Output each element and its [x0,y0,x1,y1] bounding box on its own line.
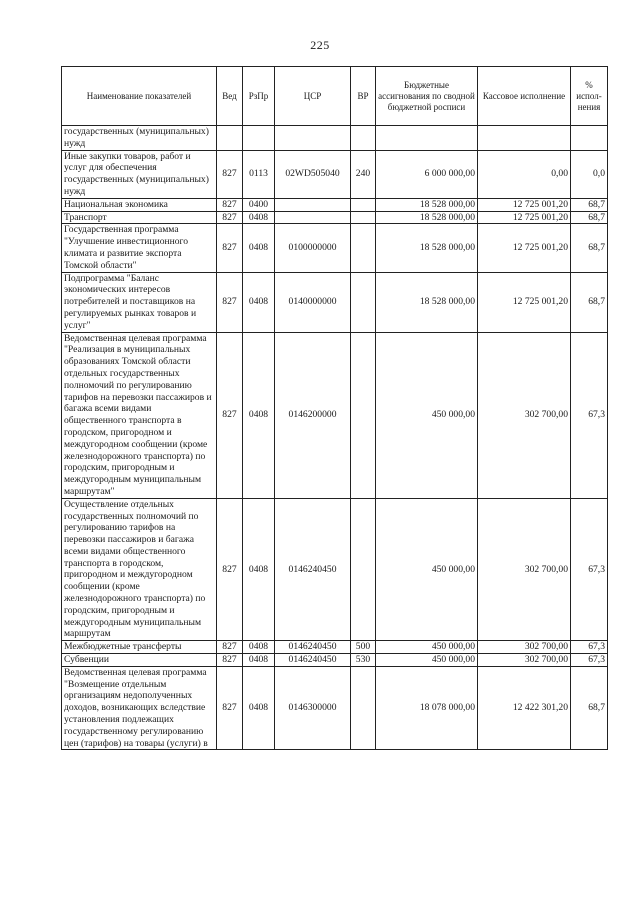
header-percent: % испол-нения [571,67,608,126]
row-csr: 0146240450 [275,654,351,667]
row-budget: 18 528 000,00 [376,224,478,272]
row-percent [571,126,608,151]
row-budget: 450 000,00 [376,641,478,654]
row-name: Ведомственная целевая программа "Реализация в муниципальных образованиях Томской области отдельных государственных полномочий по регулированию тарифов на перевозки пассажиров и багажа всеми видами общественного транспорта в городском, пригородном и междугородном сообщении (кроме железнодорожного транспорта) по городским, пригородным и междугородным муниципальным маршрутам" [62,332,217,498]
row-rzpr: 0408 [243,654,275,667]
row-percent: 67,3 [571,654,608,667]
row-ved: 827 [217,332,243,498]
row-cash: 302 700,00 [478,654,571,667]
row-budget: 18 528 000,00 [376,272,478,332]
table-row [62,641,608,654]
row-cash: 302 700,00 [478,641,571,654]
row-budget: 450 000,00 [376,498,478,641]
row-csr: 0146300000 [275,666,351,750]
row-cash [478,126,571,151]
row-rzpr: 0408 [243,211,275,224]
table-row [62,224,608,272]
row-cash: 12 725 001,20 [478,211,571,224]
page-number: 225 [310,38,330,52]
row-cash: 302 700,00 [478,332,571,498]
row-csr: 0100000000 [275,224,351,272]
row-csr [275,126,351,151]
row-ved [217,126,243,151]
row-ved: 827 [217,654,243,667]
row-vr [351,211,376,224]
row-csr: 02WD505040 [275,150,351,198]
row-rzpr: 0408 [243,272,275,332]
row-name: Подпрограмма "Баланс экономических интересов потребителей и поставщиков на регулируемых рынках товаров и услуг" [62,272,217,332]
row-rzpr: 0408 [243,332,275,498]
row-ved: 827 [217,224,243,272]
row-name: Межбюджетные трансферты [62,641,217,654]
row-ved: 827 [217,198,243,211]
budget-execution-table [61,66,608,750]
row-csr: 0146240450 [275,641,351,654]
row-budget: 450 000,00 [376,332,478,498]
row-rzpr: 0408 [243,666,275,750]
row-cash: 302 700,00 [478,498,571,641]
table-row [62,654,608,667]
row-ved: 827 [217,498,243,641]
row-vr: 500 [351,641,376,654]
row-cash: 12 725 001,20 [478,224,571,272]
header-rzpr: РзПр [243,67,275,126]
row-budget: 18 528 000,00 [376,198,478,211]
row-percent: 68,7 [571,224,608,272]
row-vr [351,198,376,211]
table-row [62,272,608,332]
row-vr [351,498,376,641]
table-row [62,666,608,750]
table-row [62,126,608,151]
row-budget: 6 000 000,00 [376,150,478,198]
row-ved: 827 [217,272,243,332]
row-percent: 68,7 [571,198,608,211]
row-csr: 0140000000 [275,272,351,332]
row-percent: 68,7 [571,666,608,750]
row-csr [275,198,351,211]
row-ved: 827 [217,666,243,750]
row-vr [351,332,376,498]
row-name: Иные закупки товаров, работ и услуг для обеспечения государственных (муниципальных) нужд [62,150,217,198]
row-name: Национальная экономика [62,198,217,211]
row-budget: 450 000,00 [376,654,478,667]
table-row [62,498,608,641]
table-row [62,211,608,224]
row-vr [351,666,376,750]
header-ved: Вед [217,67,243,126]
row-percent: 68,7 [571,272,608,332]
header-cash: Кассовое исполнение [478,67,571,126]
row-rzpr: 0408 [243,498,275,641]
row-name: Транспорт [62,211,217,224]
row-cash: 12 725 001,20 [478,198,571,211]
row-vr [351,224,376,272]
row-vr [351,126,376,151]
row-rzpr: 0113 [243,150,275,198]
row-name: Ведомственная целевая программа "Возмещение отдельным организациям недополученных доходов, возникающих вследствие установления подлежащих государственному регулированию цен (тарифов) на товары (услуги) в [62,666,217,750]
row-cash: 12 725 001,20 [478,272,571,332]
header-budget: Бюджетные ассигнования по сводной бюджетной росписи [376,67,478,126]
row-csr: 0146240450 [275,498,351,641]
table-row [62,332,608,498]
row-name: Субвенции [62,654,217,667]
row-csr: 0146200000 [275,332,351,498]
header-vr: ВР [351,67,376,126]
row-cash: 0,00 [478,150,571,198]
row-csr [275,211,351,224]
row-ved: 827 [217,211,243,224]
row-vr [351,272,376,332]
row-name: Осуществление отдельных государственных полномочий по регулированию тарифов на перевозки пассажиров и багажа всеми видами общественного транспорта в городском, пригородном и междугородном сообщении (кроме железнодорожного транспорта) по городским, пригородным и междугородным муниципальным маршрутам [62,498,217,641]
row-rzpr: 0408 [243,641,275,654]
row-budget: 18 078 000,00 [376,666,478,750]
row-rzpr [243,126,275,151]
row-vr: 240 [351,150,376,198]
table-row [62,150,608,198]
row-ved: 827 [217,150,243,198]
row-percent: 0,0 [571,150,608,198]
row-name: государственных (муниципальных) нужд [62,126,217,151]
row-ved: 827 [217,641,243,654]
row-percent: 68,7 [571,211,608,224]
row-percent: 67,3 [571,498,608,641]
row-budget [376,126,478,151]
header-name: Наименование показателей [62,67,217,126]
row-cash: 12 422 301,20 [478,666,571,750]
table-row [62,198,608,211]
row-rzpr: 0400 [243,198,275,211]
row-name: Государственная программа "Улучшение инвестиционного климата и развитие экспорта Томской области" [62,224,217,272]
table-header-row [62,67,608,126]
row-rzpr: 0408 [243,224,275,272]
row-vr: 530 [351,654,376,667]
header-csr: ЦСР [275,67,351,126]
row-percent: 67,3 [571,641,608,654]
row-budget: 18 528 000,00 [376,211,478,224]
row-percent: 67,3 [571,332,608,498]
